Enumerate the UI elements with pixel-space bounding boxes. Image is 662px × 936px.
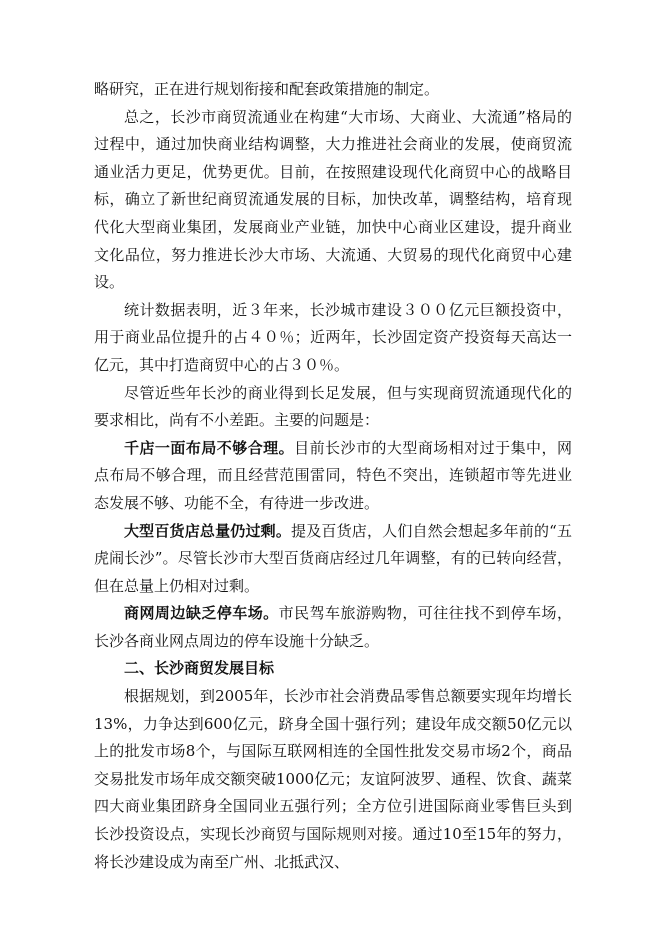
problem-layout-title: 千店一面布局不够合理。 <box>124 438 295 457</box>
document-body <box>94 76 572 876</box>
paragraph-development-goals: 根据规划，到2005年，长沙市社会消费品零售总额要实现年均增长13%，力争达到600亿元，跻身全国十强行列；建设年成交额50亿元以上的批发市场8个，与国际互联网相连的全国性批发交易市场2个，商品交易批发市场年成交额突破1000亿元；友谊阿波罗、通程、饮食、蔬菜四大商业集团跻身全国同业五强行列；全方位引进国际商业零售巨头到长沙投资设点，实现长沙商贸与国际规则对接。通过10至15年的努力，将长沙建设成为南至广州、北抵武汉、 <box>94 687 572 871</box>
paragraph-problems-intro: 尽管近些年长沙的商业得到长足发展，但与实现商贸流通现代化的要求相比，尚有不小差距。主要的问题是： <box>94 383 572 430</box>
paragraph-problem-layout <box>94 435 572 518</box>
problem-department-stores-text: 提及百货店，人们自然会想起多年前的“五虎闹长沙”。尽管长沙市大型百货商店经过几年调整，有的已转向经营，但在总量上仍相对过剩。 <box>94 521 572 595</box>
problem-parking-text: 市民驾车旅游购物，可往往找不到停车场，长沙各商业网点周边的停车设施十分缺乏。 <box>94 604 572 650</box>
paragraph-statistics: 统计数据表明，近３年来，长沙城市建设３００亿元巨额投资中，用于商业品位提升的占４０％；近两年，长沙固定资产投资每天高达一亿元，其中打造商贸中心的占３０％。 <box>94 300 572 374</box>
problem-layout-text: 目前长沙市的大型商场相对过于集中，网点布局不够合理，而且经营范围雷同，特色不突出，连锁超市等先进业态发展不够、功能不全，有待进一步改进。 <box>94 438 572 512</box>
section-heading: 二、长沙商贸发展目标 <box>124 659 275 678</box>
paragraph-problem-parking <box>94 600 572 655</box>
problem-department-stores-title: 大型百货店总量仍过剩。 <box>124 521 292 540</box>
paragraph-continuation: 略研究，正在进行规划衔接和配套政策措施的制定。 <box>94 80 440 98</box>
paragraph-summary: 总之，长沙市商贸流通业在构建“大市场、大商业、大流通”格局的过程中，通过加快商业结构调整，大力推进社会商业的发展，使商贸流通业活力更足，优势更优。目前，在按照建设现代化商贸中心的战略目标，确立了新世纪商贸流通发展的目标，加快改革，调整结构，培育现代化大型商业集团，发展商业产业链，加快中心商业区建设，提升商业文化品位，努力推进长沙大市场、大流通、大贸易的现代化商贸中心建设。 <box>94 107 572 292</box>
paragraph-problem-department-stores <box>94 518 572 601</box>
problem-parking-title: 商网周边缺乏停车场。 <box>124 604 279 623</box>
